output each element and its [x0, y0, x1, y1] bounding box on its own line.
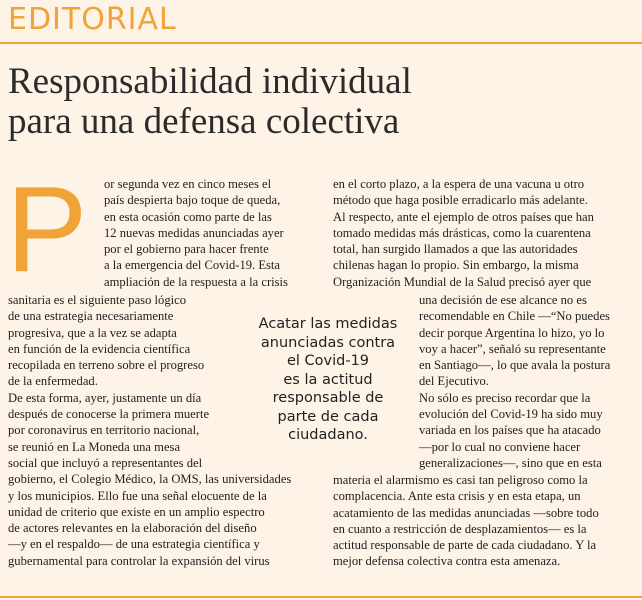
right-column-intro — [333, 176, 594, 290]
left-column-intro — [104, 176, 288, 290]
text-line: De esta forma, ayer, justamente un día — [8, 390, 202, 405]
text-line: or segunda vez en cinco meses el — [104, 177, 272, 191]
text-line: voy a hacer”, señaló su representante — [419, 341, 606, 356]
pull-quote-line: anunciadas contra — [260, 334, 396, 351]
text-line: país despierta bajo toque de queda, — [104, 193, 281, 208]
text-line: en Santiago—, lo que avala la postura — [419, 358, 611, 373]
text-line: de una estrategia necesariamente — [8, 309, 174, 324]
text-line: actitud responsable de parte de cada ciudadano. Y la — [333, 538, 597, 553]
text-line: total, han surgido llamados a que las autoridades — [333, 242, 578, 257]
text-line: una decisión de ese alcance no es — [419, 293, 587, 307]
text-line: método que haga posible erradicarlo más adelante. — [333, 193, 588, 208]
text-line: por coronavirus en territorio nacional, — [8, 423, 200, 438]
text-line: evolución del Covid-19 ha sido muy — [419, 407, 603, 422]
text-line: decir porque Argentina lo hizo, yo lo — [419, 325, 605, 340]
text-line: No sólo es preciso recordar que la — [419, 390, 591, 405]
text-line: social que incluyó a representantes del — [8, 455, 203, 470]
text-line: mejor defensa colectiva contra esta amenaza. — [333, 554, 561, 569]
pull-quote-line: el Covid-19 — [286, 353, 370, 369]
text-line: unidad de criterio que existe en un amplio espectro — [8, 504, 265, 519]
text-line: sanitaria es el siguiente paso lógico — [8, 293, 187, 307]
text-line: del Ejecutivo. — [419, 374, 489, 389]
text-line: recomendable en Chile —“No puedes — [419, 309, 610, 324]
text-line: tomado medidas más drásticas, como la cuarentena — [333, 225, 591, 240]
pull-quote-line: Acatar las medidas — [258, 316, 398, 332]
text-line: ampliación de la respuesta a la crisis — [104, 274, 288, 289]
text-line: Al respecto, ante el ejemplo de otros países que han — [333, 209, 594, 224]
headline-line: para una defensa colectiva — [8, 101, 400, 142]
text-line: y los municipios. Ello fue una señal elocuente de la — [8, 488, 267, 503]
pull-quote-line: responsable de — [272, 390, 384, 406]
text-line: —por lo cual no conviene hacer — [419, 439, 581, 454]
text-line: Organización Mundial de la Salud precisó ayer que — [333, 274, 592, 289]
text-line: materia el alarmismo es casi tan peligroso como la — [333, 473, 588, 487]
pull-quote-line: es la actitud — [283, 371, 373, 388]
text-line: acatamiento de las medidas anunciadas —sobre todo — [333, 505, 599, 520]
text-line: generalizaciones—, sino que en esta — [419, 455, 602, 470]
text-line: variada en los países que ha atacado — [419, 423, 601, 438]
text-line: recopilada en terreno sobre el progreso — [8, 358, 205, 373]
text-line: chilenas hagan lo propio. Sin embargo, la misma — [333, 258, 579, 273]
text-line: se reunió en La Moneda una mesa — [8, 439, 181, 454]
headline-line: Responsabilidad individual — [8, 61, 412, 102]
drop-cap: P — [6, 161, 88, 297]
right-column-body — [333, 472, 599, 570]
pull-quote-line: parte de cada — [277, 408, 379, 425]
text-line: por el gobierno para hacer frente — [104, 242, 269, 257]
headline — [8, 62, 638, 142]
text-line: gobierno, el Colegio Médico, la OMS, las universidades — [8, 472, 292, 487]
right-column-middle — [419, 292, 610, 471]
text-line: a la emergencia del Covid-19. Esta — [104, 258, 281, 273]
text-line: de la enfermedad. — [8, 374, 98, 389]
section-label: EDITORIAL — [8, 2, 177, 37]
text-line: progresiva, que a la vez se adapta — [8, 325, 177, 340]
text-line: después de conocerse la primera muerte — [8, 407, 210, 422]
text-line: gubernamental para controlar la expansión del virus — [8, 553, 270, 568]
text-line: 12 nuevas medidas anunciadas ayer — [104, 225, 284, 240]
text-line: en el corto plazo, a la espera de una vacuna u otro — [333, 177, 585, 191]
text-line: en cuanto a restricción de desplazamientos— es la — [333, 521, 587, 536]
bottom-divider — [0, 596, 642, 598]
text-line: complacencia. Ante esta crisis y en esta etapa, un — [333, 489, 581, 504]
pull-quote-line: ciudadano. — [288, 427, 368, 443]
text-line: en función de la evidencia científica — [8, 341, 191, 356]
text-line: en esta ocasión como parte de las — [104, 209, 272, 224]
pull-quote — [248, 315, 408, 445]
text-line: —y en el respaldo— de una estrategia científica y — [8, 537, 260, 552]
text-line: de actores relevantes en la elaboración del diseño — [8, 521, 257, 536]
